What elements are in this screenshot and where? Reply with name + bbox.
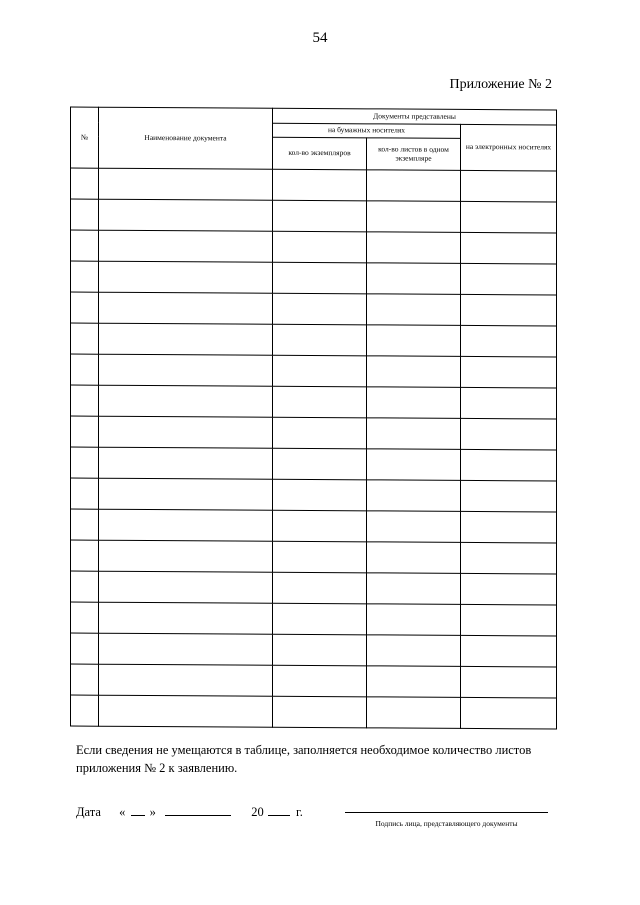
signature-caption: Подпись лица, представляющего документы: [375, 819, 518, 828]
table-cell[interactable]: [273, 231, 367, 263]
table-cell[interactable]: [71, 509, 99, 540]
table-cell[interactable]: [71, 664, 99, 695]
table-cell[interactable]: [461, 387, 557, 419]
table-row: [71, 664, 557, 698]
page-number: 54: [312, 30, 328, 46]
table-cell[interactable]: [367, 635, 461, 667]
table-cell[interactable]: [367, 480, 461, 512]
table-cell[interactable]: [71, 323, 99, 354]
table-cell[interactable]: [461, 697, 557, 729]
table-cell[interactable]: [273, 696, 367, 728]
table-cell[interactable]: [99, 664, 273, 696]
table-cell[interactable]: [461, 573, 557, 605]
table-cell[interactable]: [71, 540, 99, 571]
table-cell[interactable]: [71, 416, 99, 447]
table-cell[interactable]: [99, 323, 273, 355]
table-cell[interactable]: [71, 292, 99, 323]
table-row: [71, 323, 557, 357]
table-cell[interactable]: [71, 695, 99, 726]
table-cell[interactable]: [367, 201, 461, 233]
date-open-quote: «: [119, 805, 126, 819]
table-cell[interactable]: [273, 417, 367, 449]
table-row: [71, 447, 557, 481]
table-row: [71, 168, 557, 202]
table-body: [71, 168, 557, 729]
table-cell[interactable]: [71, 230, 99, 261]
table-cell[interactable]: [367, 170, 461, 202]
table-cell[interactable]: [367, 573, 461, 605]
table-row: [71, 261, 557, 295]
table-cell[interactable]: [99, 478, 273, 510]
date-label: Дата: [76, 805, 101, 819]
year-field[interactable]: [268, 803, 290, 816]
table-cell[interactable]: [273, 572, 367, 604]
table-row: [71, 199, 557, 233]
table-cell[interactable]: [99, 447, 273, 479]
table-cell[interactable]: [273, 634, 367, 666]
table-cell[interactable]: [273, 262, 367, 294]
table-cell[interactable]: [461, 511, 557, 543]
appendix-title: Приложение № 2: [449, 77, 552, 92]
date-line: [76, 803, 303, 820]
table-cell[interactable]: [71, 602, 99, 633]
table-cell[interactable]: [71, 199, 99, 230]
table-row: [71, 292, 557, 326]
table-cell[interactable]: [367, 325, 461, 357]
table-cell[interactable]: [367, 356, 461, 388]
table-cell[interactable]: [273, 510, 367, 542]
table-cell[interactable]: [99, 385, 273, 417]
table-cell[interactable]: [367, 418, 461, 450]
table-cell[interactable]: [461, 232, 557, 264]
table-cell[interactable]: [461, 542, 557, 574]
table-row: [71, 695, 557, 729]
table-cell[interactable]: [461, 201, 557, 233]
signature-field[interactable]: [345, 812, 548, 813]
table-row: [71, 416, 557, 450]
table-cell[interactable]: [461, 666, 557, 698]
table-cell[interactable]: [99, 168, 273, 200]
table-cell[interactable]: [273, 355, 367, 387]
table-cell[interactable]: [99, 261, 273, 293]
header-sheets-count: кол-во листов в одном экземпляре: [367, 138, 461, 171]
table-cell[interactable]: [367, 511, 461, 543]
table-cell[interactable]: [461, 604, 557, 636]
table-cell[interactable]: [71, 385, 99, 416]
table-cell[interactable]: [273, 324, 367, 356]
table-row: [71, 509, 557, 543]
table-cell[interactable]: [273, 665, 367, 697]
table-cell[interactable]: [367, 387, 461, 419]
table-cell[interactable]: [461, 325, 557, 357]
year-suffix: г.: [296, 805, 303, 819]
table-cell[interactable]: [99, 633, 273, 665]
table-cell[interactable]: [99, 540, 273, 572]
table-cell[interactable]: [273, 386, 367, 418]
table-cell[interactable]: [99, 509, 273, 541]
table-cell[interactable]: [367, 542, 461, 574]
header-number: №: [71, 107, 99, 168]
table-cell[interactable]: [99, 602, 273, 634]
note-text: Если сведения не умещаются в таблице, заполняется необходимое количество листов приложения № 2 к заявлению.: [76, 743, 532, 775]
table-row: [71, 633, 557, 667]
table-cell[interactable]: [71, 478, 99, 509]
table-cell[interactable]: [71, 447, 99, 478]
table-cell[interactable]: [71, 571, 99, 602]
table-cell[interactable]: [461, 635, 557, 667]
table-cell[interactable]: [99, 695, 273, 727]
date-close-quote: »: [149, 805, 156, 819]
table-cell[interactable]: [273, 293, 367, 325]
day-field[interactable]: [131, 803, 145, 816]
table-row: [71, 602, 557, 636]
documents-table: [70, 107, 557, 730]
table-cell[interactable]: [71, 633, 99, 664]
table-cell[interactable]: [367, 604, 461, 636]
month-field[interactable]: [165, 803, 231, 816]
header-electronic-media: на электронных носителях: [461, 124, 557, 171]
header-copies-count: кол-во экземпляров: [273, 137, 367, 170]
table-row: [71, 478, 557, 512]
table-cell[interactable]: [461, 449, 557, 481]
table-cell[interactable]: [273, 448, 367, 480]
table-row: [71, 230, 557, 264]
table-row: [71, 354, 557, 388]
table-cell[interactable]: [71, 168, 99, 199]
table-cell[interactable]: [367, 697, 461, 729]
table-cell[interactable]: [99, 354, 273, 386]
table-cell[interactable]: [367, 263, 461, 295]
table-cell[interactable]: [71, 261, 99, 292]
table-cell[interactable]: [367, 294, 461, 326]
year-prefix: 20: [251, 805, 264, 819]
table-row: [71, 385, 557, 419]
table-row: [71, 571, 557, 605]
table-cell[interactable]: [461, 418, 557, 450]
table-cell[interactable]: [273, 200, 367, 232]
table-cell[interactable]: [367, 666, 461, 698]
table-cell[interactable]: [461, 263, 557, 295]
table-cell[interactable]: [99, 571, 273, 603]
table-cell[interactable]: [273, 603, 367, 635]
table-cell[interactable]: [273, 541, 367, 573]
table-cell[interactable]: [461, 170, 557, 202]
header-document-name: Наименование документа: [99, 107, 273, 169]
table-cell[interactable]: [99, 416, 273, 448]
table-row: [71, 540, 557, 574]
table-cell[interactable]: [99, 230, 273, 262]
table-cell[interactable]: [99, 292, 273, 324]
table-cell[interactable]: [461, 294, 557, 326]
table-cell[interactable]: [461, 480, 557, 512]
table-cell[interactable]: [461, 356, 557, 388]
table-cell[interactable]: [273, 169, 367, 201]
table-cell[interactable]: [273, 479, 367, 511]
table-cell[interactable]: [367, 232, 461, 264]
header-documents-submitted: Документы представлены: [273, 108, 557, 125]
header-paper-media: на бумажных носителях: [273, 123, 461, 138]
table-cell[interactable]: [71, 354, 99, 385]
table-cell[interactable]: [367, 449, 461, 481]
table-cell[interactable]: [99, 199, 273, 231]
